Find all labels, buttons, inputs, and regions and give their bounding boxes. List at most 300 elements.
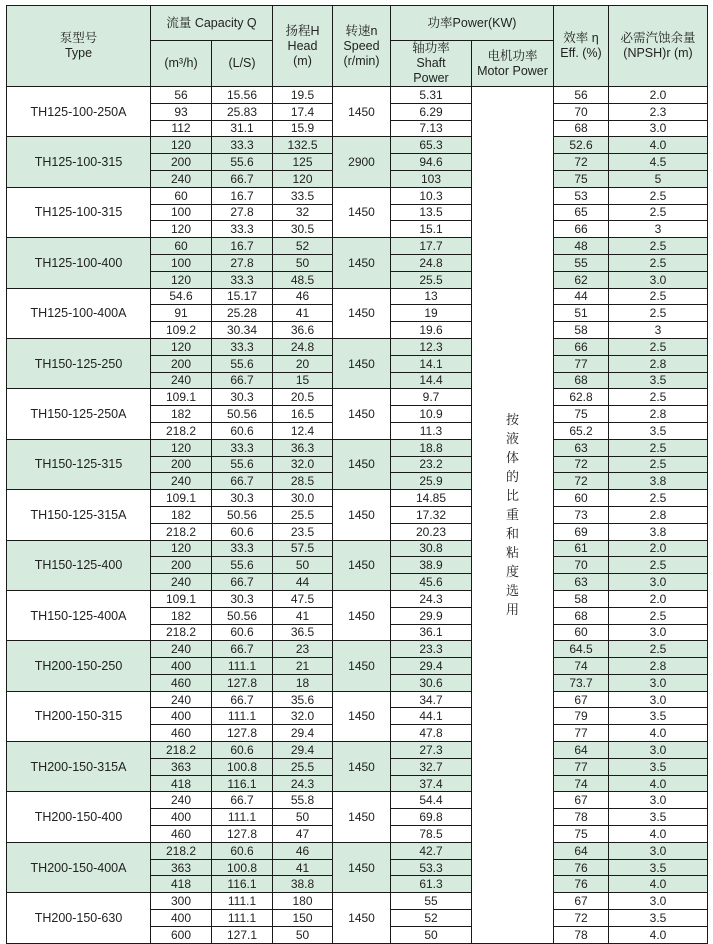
head-cell: 18: [273, 674, 333, 691]
capacity-ls-cell: 127.8: [212, 725, 273, 742]
table-row: [7, 439, 708, 456]
pump-type-cell: TH125-100-400A: [7, 288, 151, 338]
head-cell: 33.5: [273, 187, 333, 204]
shaft-power-cell: 23.2: [391, 456, 472, 473]
head-cell: 180: [273, 893, 333, 910]
capacity-m3h-cell: 109.1: [151, 590, 212, 607]
shaft-power-cell: 13.5: [391, 204, 472, 221]
shaft-power-cell: 24.8: [391, 254, 472, 271]
pump-type-cell: TH200-150-315: [7, 691, 151, 741]
capacity-ls-cell: 55.6: [212, 154, 273, 171]
npsh-cell: 3.5: [609, 372, 708, 389]
header-power: 功率Power(KW): [391, 6, 554, 41]
npsh-cell: 3.0: [609, 271, 708, 288]
efficiency-cell: 60: [554, 490, 609, 507]
capacity-ls-cell: 25.83: [212, 103, 273, 120]
npsh-cell: 4.0: [609, 926, 708, 943]
shaft-power-cell: 54.4: [391, 792, 472, 809]
shaft-power-cell: 30.8: [391, 540, 472, 557]
shaft-power-cell: 14.1: [391, 355, 472, 372]
capacity-ls-cell: 66.7: [212, 473, 273, 490]
capacity-m3h-cell: 120: [151, 221, 212, 238]
capacity-m3h-cell: 200: [151, 557, 212, 574]
capacity-ls-cell: 50.56: [212, 406, 273, 423]
motor-note-char: 粘: [505, 545, 519, 561]
efficiency-cell: 62.8: [554, 389, 609, 406]
motor-power-note: [472, 87, 554, 944]
capacity-m3h-cell: 400: [151, 708, 212, 725]
capacity-m3h-cell: 120: [151, 271, 212, 288]
capacity-m3h-cell: 54.6: [151, 288, 212, 305]
capacity-ls-cell: 27.8: [212, 204, 273, 221]
head-cell: 15.9: [273, 120, 333, 137]
capacity-m3h-cell: 218.2: [151, 842, 212, 859]
capacity-ls-cell: 16.7: [212, 238, 273, 255]
capacity-m3h-cell: 460: [151, 725, 212, 742]
head-cell: 50: [273, 254, 333, 271]
shaft-power-cell: 17.7: [391, 238, 472, 255]
header-npsh: 必需汽蚀余量 (NPSH)r (m): [609, 6, 708, 87]
header-head: 扬程H Head (m): [273, 6, 333, 87]
shaft-power-cell: 10.9: [391, 406, 472, 423]
head-cell: 50: [273, 809, 333, 826]
head-cell: 19.5: [273, 87, 333, 104]
shaft-power-cell: 6.29: [391, 103, 472, 120]
table-row: [7, 338, 708, 355]
capacity-m3h-cell: 240: [151, 170, 212, 187]
efficiency-cell: 48: [554, 238, 609, 255]
motor-note-char: 用: [505, 602, 519, 618]
speed-cell: 2900: [333, 137, 391, 187]
capacity-ls-cell: 127.8: [212, 826, 273, 843]
speed-cell: 1450: [333, 87, 391, 137]
capacity-ls-cell: 111.1: [212, 708, 273, 725]
capacity-m3h-cell: 240: [151, 641, 212, 658]
head-cell: 52: [273, 238, 333, 255]
shaft-power-cell: 53.3: [391, 859, 472, 876]
efficiency-cell: 77: [554, 725, 609, 742]
shaft-power-cell: 44.1: [391, 708, 472, 725]
capacity-ls-cell: 33.3: [212, 221, 273, 238]
capacity-ls-cell: 100.8: [212, 758, 273, 775]
pump-type-cell: TH200-150-630: [7, 893, 151, 943]
capacity-ls-cell: 30.34: [212, 322, 273, 339]
capacity-ls-cell: 100.8: [212, 859, 273, 876]
shaft-power-cell: 55: [391, 893, 472, 910]
shaft-power-cell: 10.3: [391, 187, 472, 204]
capacity-m3h-cell: 120: [151, 439, 212, 456]
shaft-power-cell: 69.8: [391, 809, 472, 826]
header-type-cn: 泵型号: [59, 31, 98, 45]
head-cell: 32.0: [273, 708, 333, 725]
head-cell: 17.4: [273, 103, 333, 120]
efficiency-cell: 72: [554, 473, 609, 490]
npsh-cell: 4.5: [609, 154, 708, 171]
head-cell: 24.8: [273, 338, 333, 355]
pump-type-cell: TH125-100-400: [7, 238, 151, 288]
capacity-ls-cell: 55.6: [212, 456, 273, 473]
efficiency-cell: 68: [554, 120, 609, 137]
shaft-power-cell: 94.6: [391, 154, 472, 171]
motor-note-char: 按: [505, 412, 519, 428]
header-flow-ls: (L/S): [212, 41, 273, 87]
shaft-power-cell: 34.7: [391, 691, 472, 708]
efficiency-cell: 67: [554, 691, 609, 708]
capacity-m3h-cell: 182: [151, 406, 212, 423]
efficiency-cell: 63: [554, 439, 609, 456]
efficiency-cell: 70: [554, 103, 609, 120]
npsh-cell: 3.0: [609, 842, 708, 859]
shaft-power-cell: 5.31: [391, 87, 472, 104]
capacity-m3h-cell: 300: [151, 893, 212, 910]
efficiency-cell: 72: [554, 456, 609, 473]
speed-cell: 1450: [333, 792, 391, 842]
capacity-m3h-cell: 418: [151, 775, 212, 792]
npsh-cell: 2.8: [609, 355, 708, 372]
efficiency-cell: 58: [554, 322, 609, 339]
npsh-cell: 2.0: [609, 540, 708, 557]
efficiency-cell: 66: [554, 221, 609, 238]
capacity-m3h-cell: 200: [151, 154, 212, 171]
capacity-m3h-cell: 200: [151, 456, 212, 473]
capacity-ls-cell: 66.7: [212, 641, 273, 658]
efficiency-cell: 68: [554, 607, 609, 624]
speed-cell: 1450: [333, 590, 391, 640]
capacity-ls-cell: 111.1: [212, 809, 273, 826]
capacity-ls-cell: 33.3: [212, 439, 273, 456]
head-cell: 24.3: [273, 775, 333, 792]
capacity-ls-cell: 31.1: [212, 120, 273, 137]
efficiency-cell: 77: [554, 355, 609, 372]
capacity-m3h-cell: 460: [151, 674, 212, 691]
efficiency-cell: 73.7: [554, 674, 609, 691]
efficiency-cell: 75: [554, 826, 609, 843]
header-flow-m3h: (m³/h): [151, 41, 212, 87]
shaft-power-cell: 23.3: [391, 641, 472, 658]
capacity-ls-cell: 15.56: [212, 87, 273, 104]
table-row: [7, 389, 708, 406]
speed-cell: 1450: [333, 742, 391, 792]
table-row: [7, 288, 708, 305]
shaft-power-cell: 103: [391, 170, 472, 187]
shaft-power-cell: 11.3: [391, 422, 472, 439]
capacity-ls-cell: 60.6: [212, 742, 273, 759]
npsh-cell: 2.5: [609, 490, 708, 507]
efficiency-cell: 68: [554, 372, 609, 389]
capacity-ls-cell: 66.7: [212, 792, 273, 809]
npsh-cell: 2.0: [609, 590, 708, 607]
capacity-ls-cell: 33.3: [212, 271, 273, 288]
efficiency-cell: 73: [554, 506, 609, 523]
efficiency-cell: 56: [554, 87, 609, 104]
npsh-cell: 4.0: [609, 876, 708, 893]
capacity-m3h-cell: 600: [151, 926, 212, 943]
npsh-cell: 3.0: [609, 574, 708, 591]
head-cell: 30.5: [273, 221, 333, 238]
shaft-power-cell: 52: [391, 910, 472, 927]
table-row: [7, 893, 708, 910]
head-cell: 38.8: [273, 876, 333, 893]
npsh-cell: 3.8: [609, 473, 708, 490]
speed-cell: 1450: [333, 540, 391, 590]
shaft-power-cell: 15.1: [391, 221, 472, 238]
head-cell: 120: [273, 170, 333, 187]
npsh-cell: 3.0: [609, 893, 708, 910]
npsh-cell: 5: [609, 170, 708, 187]
table-row: [7, 842, 708, 859]
capacity-ls-cell: 66.7: [212, 372, 273, 389]
speed-cell: 1450: [333, 842, 391, 892]
pump-type-cell: TH200-150-400A: [7, 842, 151, 892]
efficiency-cell: 75: [554, 170, 609, 187]
head-cell: 125: [273, 154, 333, 171]
efficiency-cell: 52.6: [554, 137, 609, 154]
speed-cell: 1450: [333, 893, 391, 943]
table-row: [7, 742, 708, 759]
npsh-cell: 2.5: [609, 389, 708, 406]
efficiency-cell: 53: [554, 187, 609, 204]
head-cell: 41: [273, 607, 333, 624]
speed-cell: 1450: [333, 187, 391, 237]
npsh-cell: 3: [609, 322, 708, 339]
capacity-ls-cell: 111.1: [212, 893, 273, 910]
pump-type-cell: TH125-100-250A: [7, 87, 151, 137]
capacity-ls-cell: 127.1: [212, 926, 273, 943]
table-row: [7, 590, 708, 607]
head-cell: 30.0: [273, 490, 333, 507]
npsh-cell: 2.5: [609, 557, 708, 574]
table-row: [7, 187, 708, 204]
motor-note-char: 液: [505, 431, 519, 447]
capacity-m3h-cell: 240: [151, 372, 212, 389]
capacity-ls-cell: 33.3: [212, 540, 273, 557]
head-cell: 57.5: [273, 540, 333, 557]
npsh-cell: 2.5: [609, 204, 708, 221]
shaft-power-cell: 37.4: [391, 775, 472, 792]
motor-note-char: 度: [505, 564, 519, 580]
shaft-power-cell: 29.4: [391, 658, 472, 675]
shaft-power-cell: 9.7: [391, 389, 472, 406]
npsh-cell: 2.5: [609, 607, 708, 624]
capacity-m3h-cell: 418: [151, 876, 212, 893]
pump-type-cell: TH150-125-400A: [7, 590, 151, 640]
table-row: [7, 238, 708, 255]
efficiency-cell: 78: [554, 926, 609, 943]
table-row: [7, 540, 708, 557]
efficiency-cell: 60: [554, 624, 609, 641]
pump-type-cell: TH150-125-250A: [7, 389, 151, 439]
capacity-ls-cell: 127.8: [212, 674, 273, 691]
motor-note-char: 重: [505, 507, 519, 523]
npsh-cell: 4.0: [609, 137, 708, 154]
capacity-m3h-cell: 240: [151, 473, 212, 490]
capacity-ls-cell: 111.1: [212, 658, 273, 675]
shaft-power-cell: 36.1: [391, 624, 472, 641]
capacity-ls-cell: 25.28: [212, 305, 273, 322]
efficiency-cell: 77: [554, 758, 609, 775]
table-row: [7, 641, 708, 658]
npsh-cell: 3.8: [609, 523, 708, 540]
head-cell: 48.5: [273, 271, 333, 288]
head-cell: 132.5: [273, 137, 333, 154]
efficiency-cell: 65: [554, 204, 609, 221]
shaft-power-cell: 25.5: [391, 271, 472, 288]
pump-type-cell: TH150-125-400: [7, 540, 151, 590]
pump-type-cell: TH200-150-400: [7, 792, 151, 842]
efficiency-cell: 66: [554, 338, 609, 355]
speed-cell: 1450: [333, 439, 391, 489]
capacity-ls-cell: 33.3: [212, 137, 273, 154]
shaft-power-cell: 24.3: [391, 590, 472, 607]
table-row: [7, 87, 708, 104]
head-cell: 32: [273, 204, 333, 221]
head-cell: 32.0: [273, 456, 333, 473]
capacity-ls-cell: 30.3: [212, 590, 273, 607]
capacity-m3h-cell: 56: [151, 87, 212, 104]
capacity-m3h-cell: 100: [151, 204, 212, 221]
capacity-m3h-cell: 120: [151, 137, 212, 154]
capacity-ls-cell: 66.7: [212, 574, 273, 591]
head-cell: 50: [273, 557, 333, 574]
header-type: [7, 6, 151, 87]
capacity-ls-cell: 50.56: [212, 607, 273, 624]
npsh-cell: 3: [609, 221, 708, 238]
npsh-cell: 2.8: [609, 506, 708, 523]
npsh-cell: 3.0: [609, 691, 708, 708]
npsh-cell: 3.5: [609, 422, 708, 439]
capacity-m3h-cell: 93: [151, 103, 212, 120]
efficiency-cell: 75: [554, 406, 609, 423]
pump-type-cell: TH150-125-315A: [7, 490, 151, 540]
capacity-ls-cell: 33.3: [212, 338, 273, 355]
capacity-m3h-cell: 91: [151, 305, 212, 322]
pump-type-cell: TH125-100-315: [7, 187, 151, 237]
efficiency-cell: 79: [554, 708, 609, 725]
shaft-power-cell: 42.7: [391, 842, 472, 859]
header-speed: 转速n Speed (r/min): [333, 6, 391, 87]
head-cell: 35.6: [273, 691, 333, 708]
capacity-ls-cell: 66.7: [212, 170, 273, 187]
efficiency-cell: 76: [554, 859, 609, 876]
head-cell: 55.8: [273, 792, 333, 809]
capacity-m3h-cell: 60: [151, 238, 212, 255]
speed-cell: 1450: [333, 389, 391, 439]
motor-note-char: 比: [505, 488, 519, 504]
table-row: [7, 792, 708, 809]
capacity-ls-cell: 60.6: [212, 624, 273, 641]
speed-cell: 1450: [333, 490, 391, 540]
efficiency-cell: 72: [554, 154, 609, 171]
capacity-ls-cell: 15.17: [212, 288, 273, 305]
shaft-power-cell: 14.4: [391, 372, 472, 389]
efficiency-cell: 67: [554, 792, 609, 809]
capacity-ls-cell: 111.1: [212, 910, 273, 927]
head-cell: 36.3: [273, 439, 333, 456]
head-cell: 41: [273, 305, 333, 322]
shaft-power-cell: 7.13: [391, 120, 472, 137]
motor-note-char: 选: [505, 583, 519, 599]
efficiency-cell: 51: [554, 305, 609, 322]
capacity-m3h-cell: 400: [151, 910, 212, 927]
pump-type-cell: TH200-150-250: [7, 641, 151, 691]
header-eff: 效率 η Eff. (%): [554, 6, 609, 87]
shaft-power-cell: 32.7: [391, 758, 472, 775]
npsh-cell: 2.5: [609, 641, 708, 658]
head-cell: 150: [273, 910, 333, 927]
capacity-ls-cell: 60.6: [212, 842, 273, 859]
header-type-en: Type: [64, 46, 93, 60]
motor-note-char: 和: [505, 526, 519, 542]
speed-cell: 1450: [333, 238, 391, 288]
npsh-cell: 3.5: [609, 859, 708, 876]
npsh-cell: 2.5: [609, 305, 708, 322]
shaft-power-cell: 29.9: [391, 607, 472, 624]
capacity-m3h-cell: 100: [151, 254, 212, 271]
head-cell: 29.4: [273, 742, 333, 759]
npsh-cell: 2.5: [609, 338, 708, 355]
npsh-cell: 3.0: [609, 792, 708, 809]
npsh-cell: 2.5: [609, 439, 708, 456]
efficiency-cell: 69: [554, 523, 609, 540]
speed-cell: 1450: [333, 288, 391, 338]
npsh-cell: 3.5: [609, 910, 708, 927]
head-cell: 25.5: [273, 506, 333, 523]
efficiency-cell: 44: [554, 288, 609, 305]
npsh-cell: 3.0: [609, 624, 708, 641]
head-cell: 25.5: [273, 758, 333, 775]
npsh-cell: 2.8: [609, 658, 708, 675]
shaft-power-cell: 50: [391, 926, 472, 943]
npsh-cell: 3.0: [609, 674, 708, 691]
head-cell: 36.6: [273, 322, 333, 339]
shaft-power-cell: 12.3: [391, 338, 472, 355]
efficiency-cell: 65.2: [554, 422, 609, 439]
capacity-ls-cell: 116.1: [212, 876, 273, 893]
efficiency-cell: 78: [554, 809, 609, 826]
npsh-cell: 2.5: [609, 254, 708, 271]
capacity-ls-cell: 55.6: [212, 355, 273, 372]
efficiency-cell: 76: [554, 876, 609, 893]
head-cell: 20.5: [273, 389, 333, 406]
capacity-m3h-cell: 240: [151, 691, 212, 708]
shaft-power-cell: 38.9: [391, 557, 472, 574]
capacity-m3h-cell: 109.1: [151, 490, 212, 507]
table-row: [7, 490, 708, 507]
capacity-ls-cell: 55.6: [212, 557, 273, 574]
npsh-cell: 4.0: [609, 775, 708, 792]
table-row: [7, 137, 708, 154]
head-cell: 28.5: [273, 473, 333, 490]
capacity-ls-cell: 60.6: [212, 422, 273, 439]
capacity-m3h-cell: 109.2: [151, 322, 212, 339]
pump-spec-table: [6, 5, 708, 944]
shaft-power-cell: 13: [391, 288, 472, 305]
efficiency-cell: 64.5: [554, 641, 609, 658]
capacity-m3h-cell: 120: [151, 338, 212, 355]
head-cell: 23.5: [273, 523, 333, 540]
pump-type-cell: TH150-125-250: [7, 338, 151, 388]
capacity-m3h-cell: 400: [151, 809, 212, 826]
head-cell: 46: [273, 288, 333, 305]
efficiency-cell: 62: [554, 271, 609, 288]
npsh-cell: 3.0: [609, 120, 708, 137]
efficiency-cell: 61: [554, 540, 609, 557]
header-motor-power: 电机功率 Motor Power: [472, 41, 554, 87]
pump-type-cell: TH150-125-315: [7, 439, 151, 489]
table-body: [7, 87, 708, 944]
efficiency-cell: 74: [554, 658, 609, 675]
npsh-cell: 3.0: [609, 742, 708, 759]
